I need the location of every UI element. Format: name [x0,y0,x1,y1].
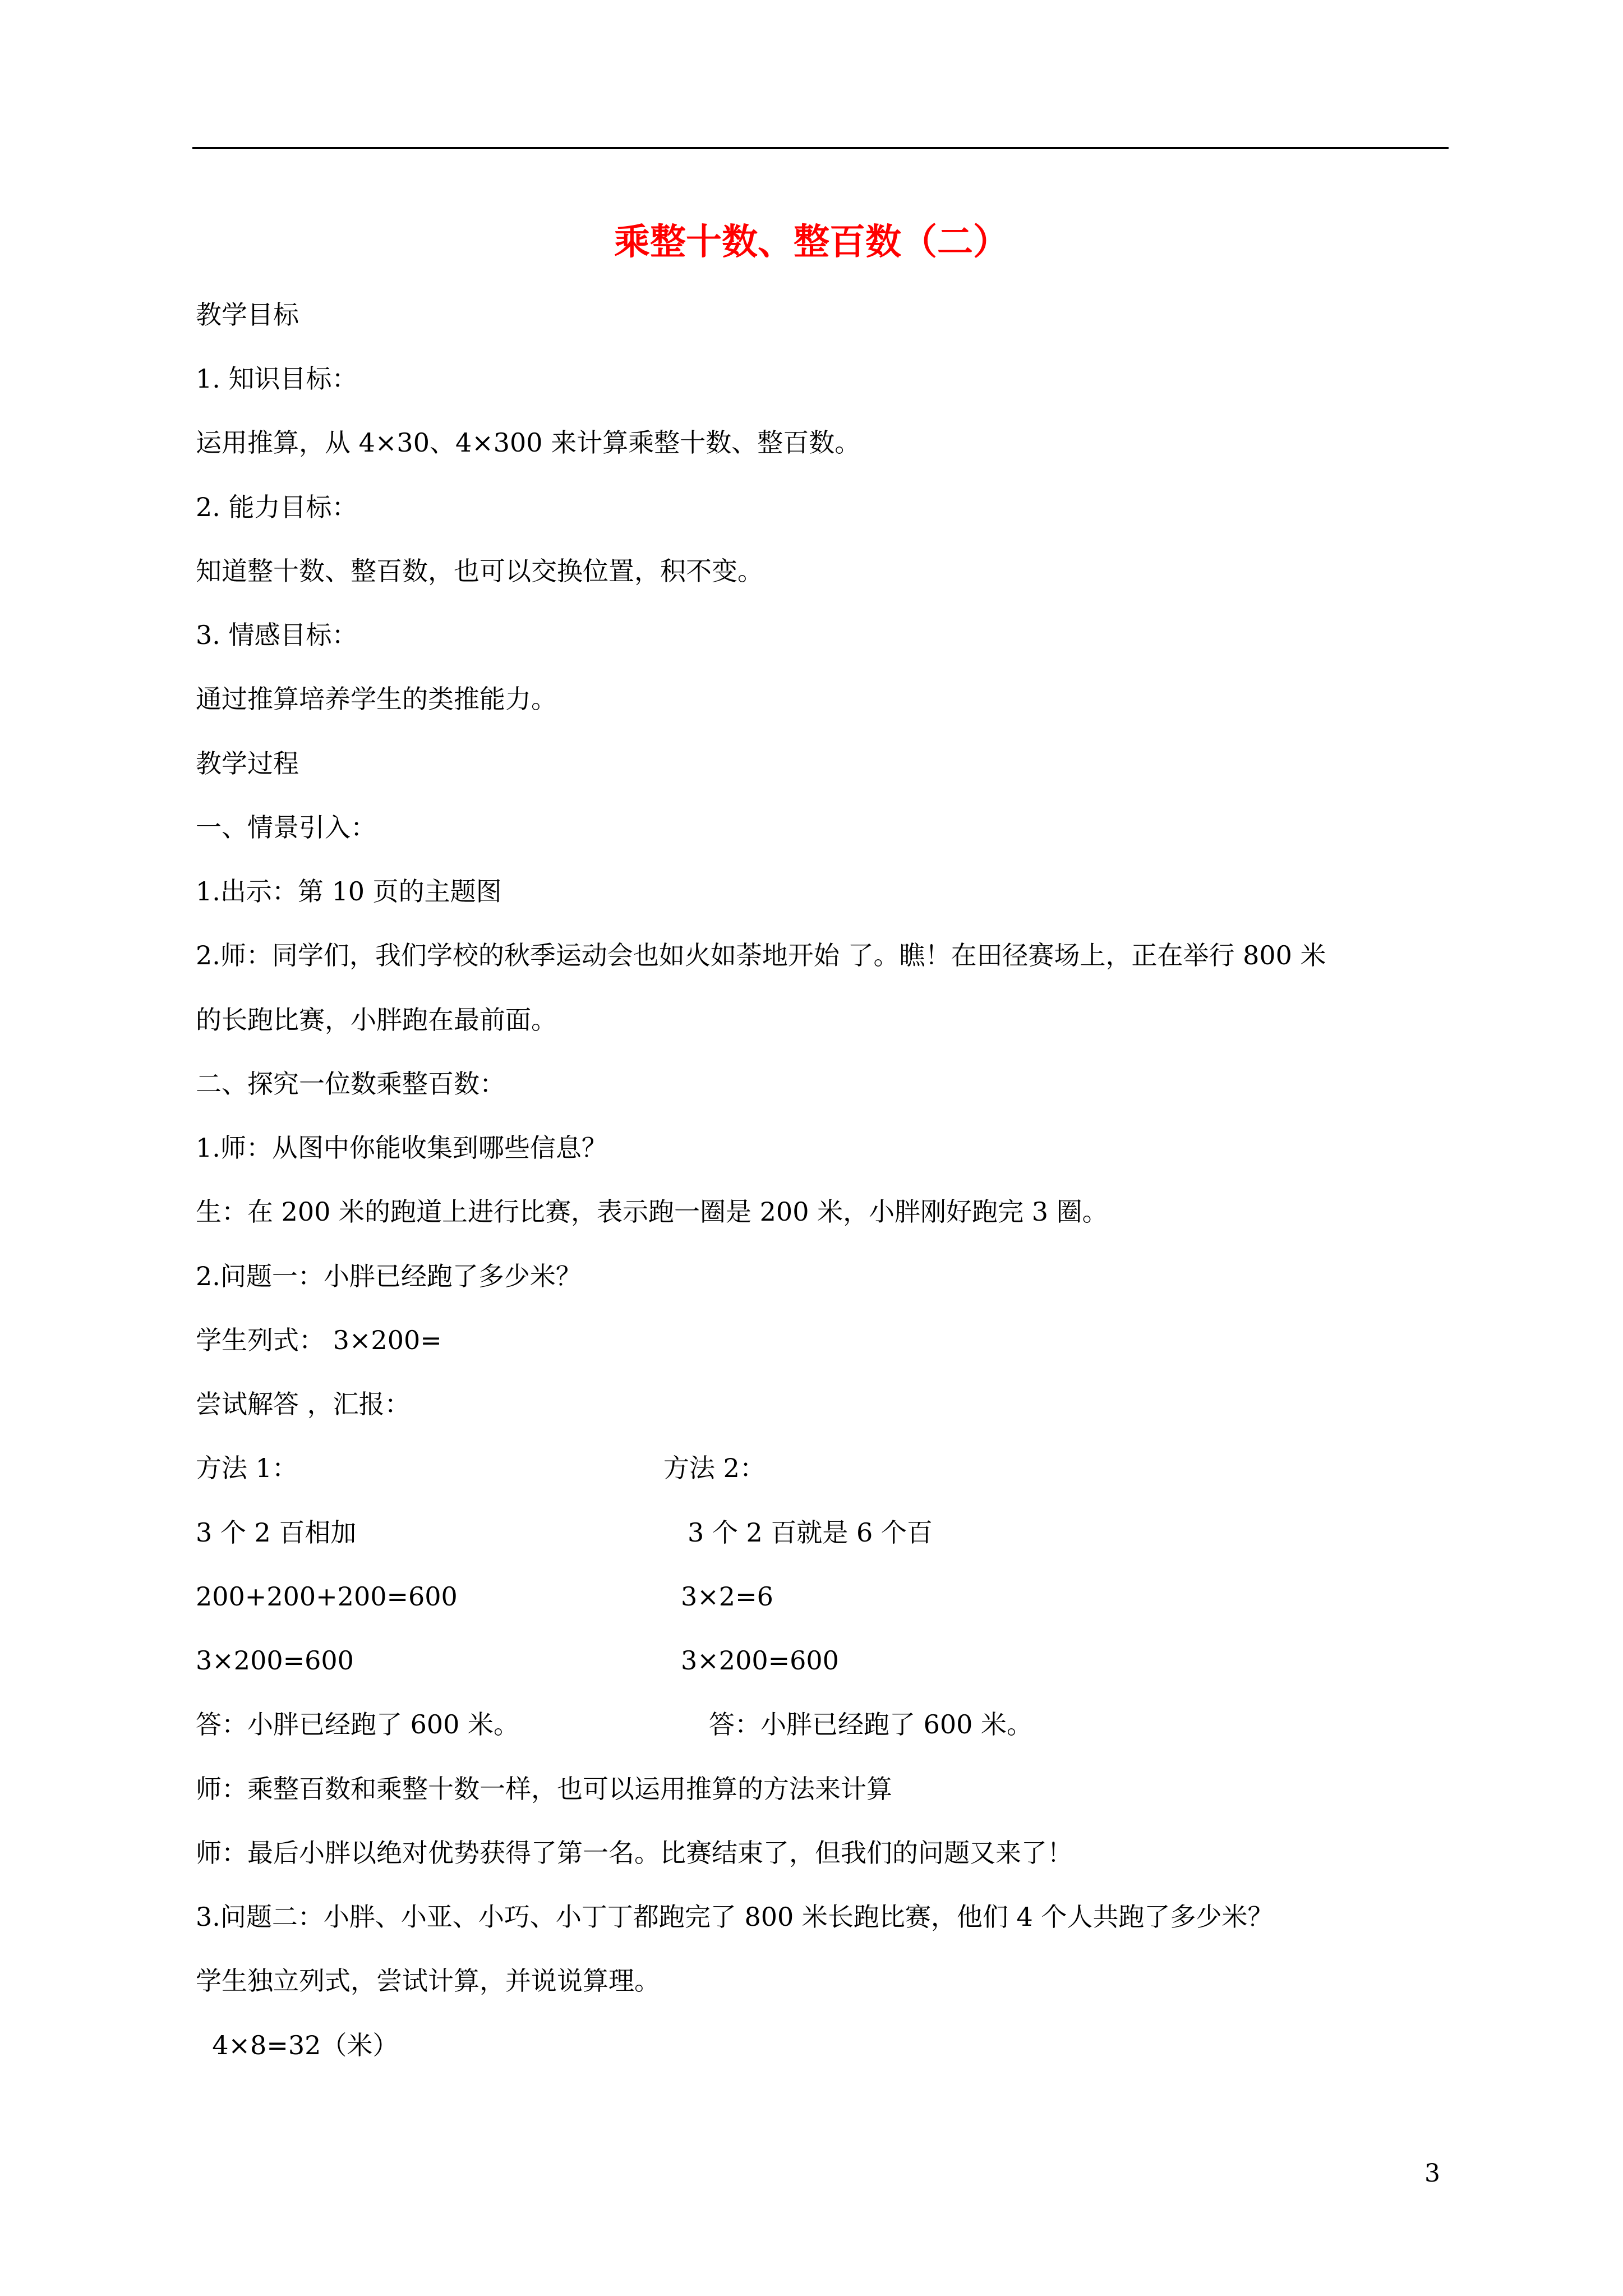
goal-emotion-text: 通过推算培养学生的类推能力。 [196,684,557,714]
step-2-heading: 二、探究一位数乘整百数： [196,1069,505,1099]
method-1-step: 200+200+200=600 [196,1581,458,1612]
header-rule [192,147,1449,149]
method-2-step: 3 个 2 百就是 6 个百 [688,1517,933,1548]
paragraph: 2.师：同学们，我们学校的秋季运动会也如火如荼地开始 了。瞧！在田径赛场上，正在举行 800 米 [196,940,1326,970]
method-2-heading: 方法 2： [663,1453,766,1483]
method-2-step: 3×2=6 [681,1581,773,1612]
method-1-heading: 方法 1： [196,1453,298,1483]
paragraph: 尝试解答 ，汇报： [196,1389,411,1419]
paragraph: 学生独立列式，尝试计算，并说说算理。 [196,1966,660,1996]
method-2-answer: 答：小胖已经跑了 600 米。 [709,1709,1033,1740]
paragraph: 的长跑比赛，小胖跑在最前面。 [196,1005,557,1035]
method-1-step: 3 个 2 百相加 [196,1517,357,1548]
paragraph: 1.师：从图中你能收集到哪些信息？ [196,1133,607,1163]
step-1-heading: 一、情景引入： [196,812,376,843]
paragraph: 3.问题二：小胖、小亚、小巧、小丁丁都跑完了 800 米长跑比赛，他们 4 个人共跑了多少米？ [196,1902,1274,1932]
goal-knowledge-text: 运用推算，从 4×30、4×300 来计算乘整十数、整百数。 [196,427,861,458]
goal-ability-text: 知道整十数、整百数，也可以交换位置，积不变。 [196,556,763,586]
goal-knowledge-heading: 1. 知识目标： [196,364,358,394]
paragraph: 2.问题一：小胖已经跑了多少米？ [196,1261,582,1291]
goal-emotion-heading: 3. 情感目标： [196,620,358,650]
method-1-answer: 答：小胖已经跑了 600 米。 [196,1709,520,1740]
paragraph: 师：乘整百数和乘整十数一样，也可以运用推算的方法来计算 [196,1774,892,1804]
paragraph: 生：在 200 米的跑道上进行比赛，表示跑一圈是 200 米，小胖刚好跑完 3 圈。 [196,1197,1108,1227]
section-heading-teaching-process: 教学过程 [196,748,299,779]
paragraph: 学生列式： 3×200= [196,1325,442,1355]
paragraph: 师：最后小胖以绝对优势获得了第一名。比赛结束了，但我们的问题又来了！ [196,1838,1073,1868]
page-number: 3 [1424,2159,1440,2188]
goal-ability-heading: 2. 能力目标： [196,492,358,522]
paragraph: 1.出示：第 10 页的主题图 [196,876,502,907]
method-1-step: 3×200=600 [196,1645,354,1676]
section-heading-teaching-goals: 教学目标 [196,300,299,330]
page-title: 乘整十数、整百数（二） [614,221,1009,263]
formula: 4×8=32（米） [196,2030,399,2060]
method-2-step: 3×200=600 [681,1645,839,1676]
